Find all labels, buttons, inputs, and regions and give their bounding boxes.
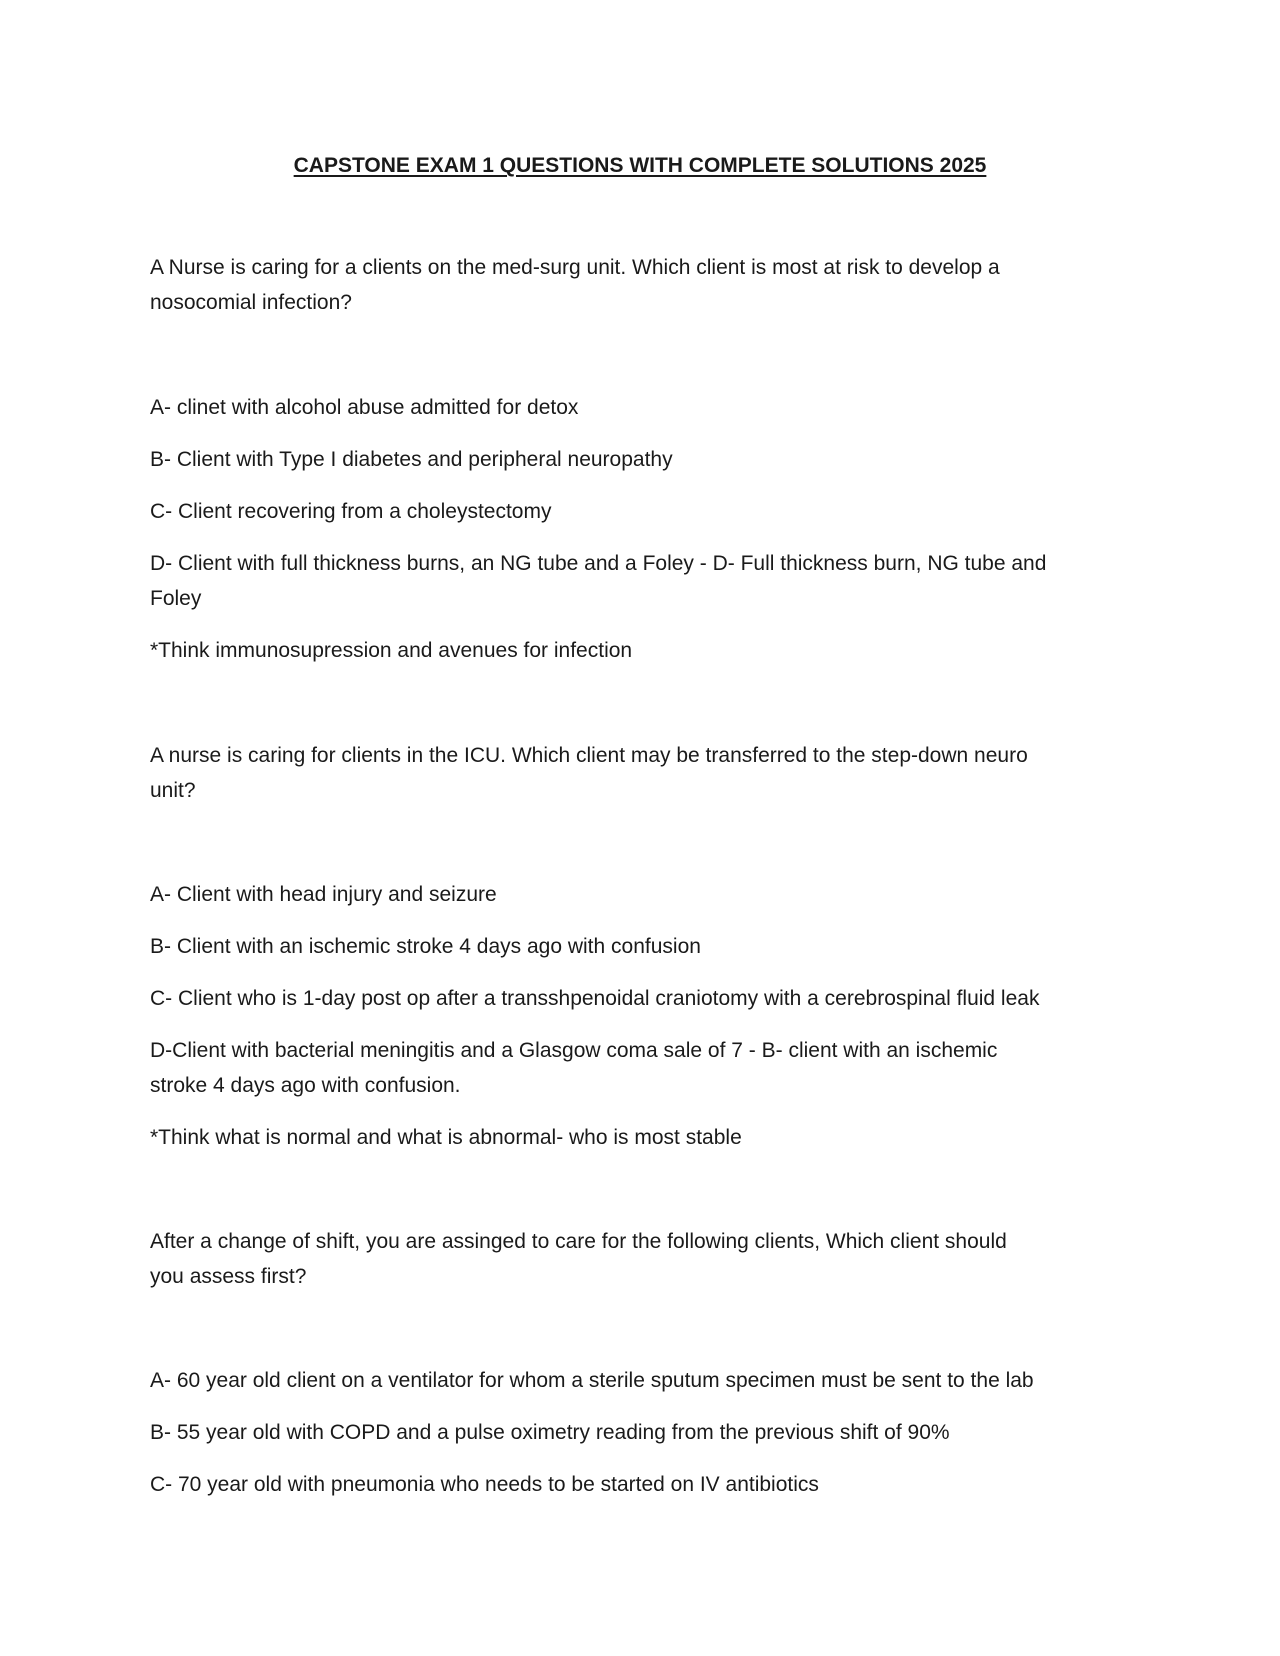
question-2-option-b: B- Client with an ischemic stroke 4 days ago with confusion bbox=[150, 935, 701, 958]
question-1-option-c: C- Client recovering from a choleystectomy bbox=[150, 500, 552, 523]
question-2-option-d-line-2: stroke 4 days ago with confusion. bbox=[150, 1074, 461, 1097]
question-1-option-d-line-1: D- Client with full thickness burns, an NG tube and a Foley - D- Full thickness burn, NG tube and bbox=[150, 552, 1047, 575]
question-2-option-c: C- Client who is 1-day post op after a transshpenoidal craniotomy with a cerebrospinal fluid leak bbox=[150, 987, 1040, 1010]
question-2-stem-line-1: A nurse is caring for clients in the ICU. Which client may be transferred to the step-down neuro bbox=[150, 744, 1028, 767]
question-2-option-d-line-1: D-Client with bacterial meningitis and a Glasgow coma sale of 7 - B- client with an ischemic bbox=[150, 1039, 998, 1062]
question-2-option-a: A- Client with head injury and seizure bbox=[150, 883, 497, 906]
question-3-stem-line-1: After a change of shift, you are assinged to care for the following clients, Which client should bbox=[150, 1230, 1007, 1253]
question-1-stem-line-1: A Nurse is caring for a clients on the med-surg unit. Which client is most at risk to develop a bbox=[150, 256, 1000, 279]
question-3-option-b: B- 55 year old with COPD and a pulse oximetry reading from the previous shift of 90% bbox=[150, 1421, 950, 1444]
question-1-hint: *Think immunosupression and avenues for infection bbox=[150, 639, 633, 662]
question-2-stem-line-2: unit? bbox=[150, 779, 196, 802]
question-2-hint: *Think what is normal and what is abnormal- who is most stable bbox=[150, 1126, 742, 1149]
question-1-option-b: B- Client with Type I diabetes and peripheral neuropathy bbox=[150, 448, 673, 471]
document-title-text: CAPSTONE EXAM 1 QUESTIONS WITH COMPLETE SOLUTIONS 2025 bbox=[293, 154, 987, 177]
document-title bbox=[0, 152, 1280, 180]
question-3-stem-line-2: you assess first? bbox=[150, 1265, 307, 1288]
question-3-option-a: A- 60 year old client on a ventilator for whom a sterile sputum specimen must be sent to the lab bbox=[150, 1369, 1034, 1392]
question-1-option-d-line-2: Foley bbox=[150, 587, 202, 610]
question-1-option-a: A- clinet with alcohol abuse admitted for detox bbox=[150, 396, 579, 419]
question-1-stem-line-2: nosocomial infection? bbox=[150, 291, 352, 314]
question-3-option-c: C- 70 year old with pneumonia who needs to be started on IV antibiotics bbox=[150, 1473, 819, 1496]
